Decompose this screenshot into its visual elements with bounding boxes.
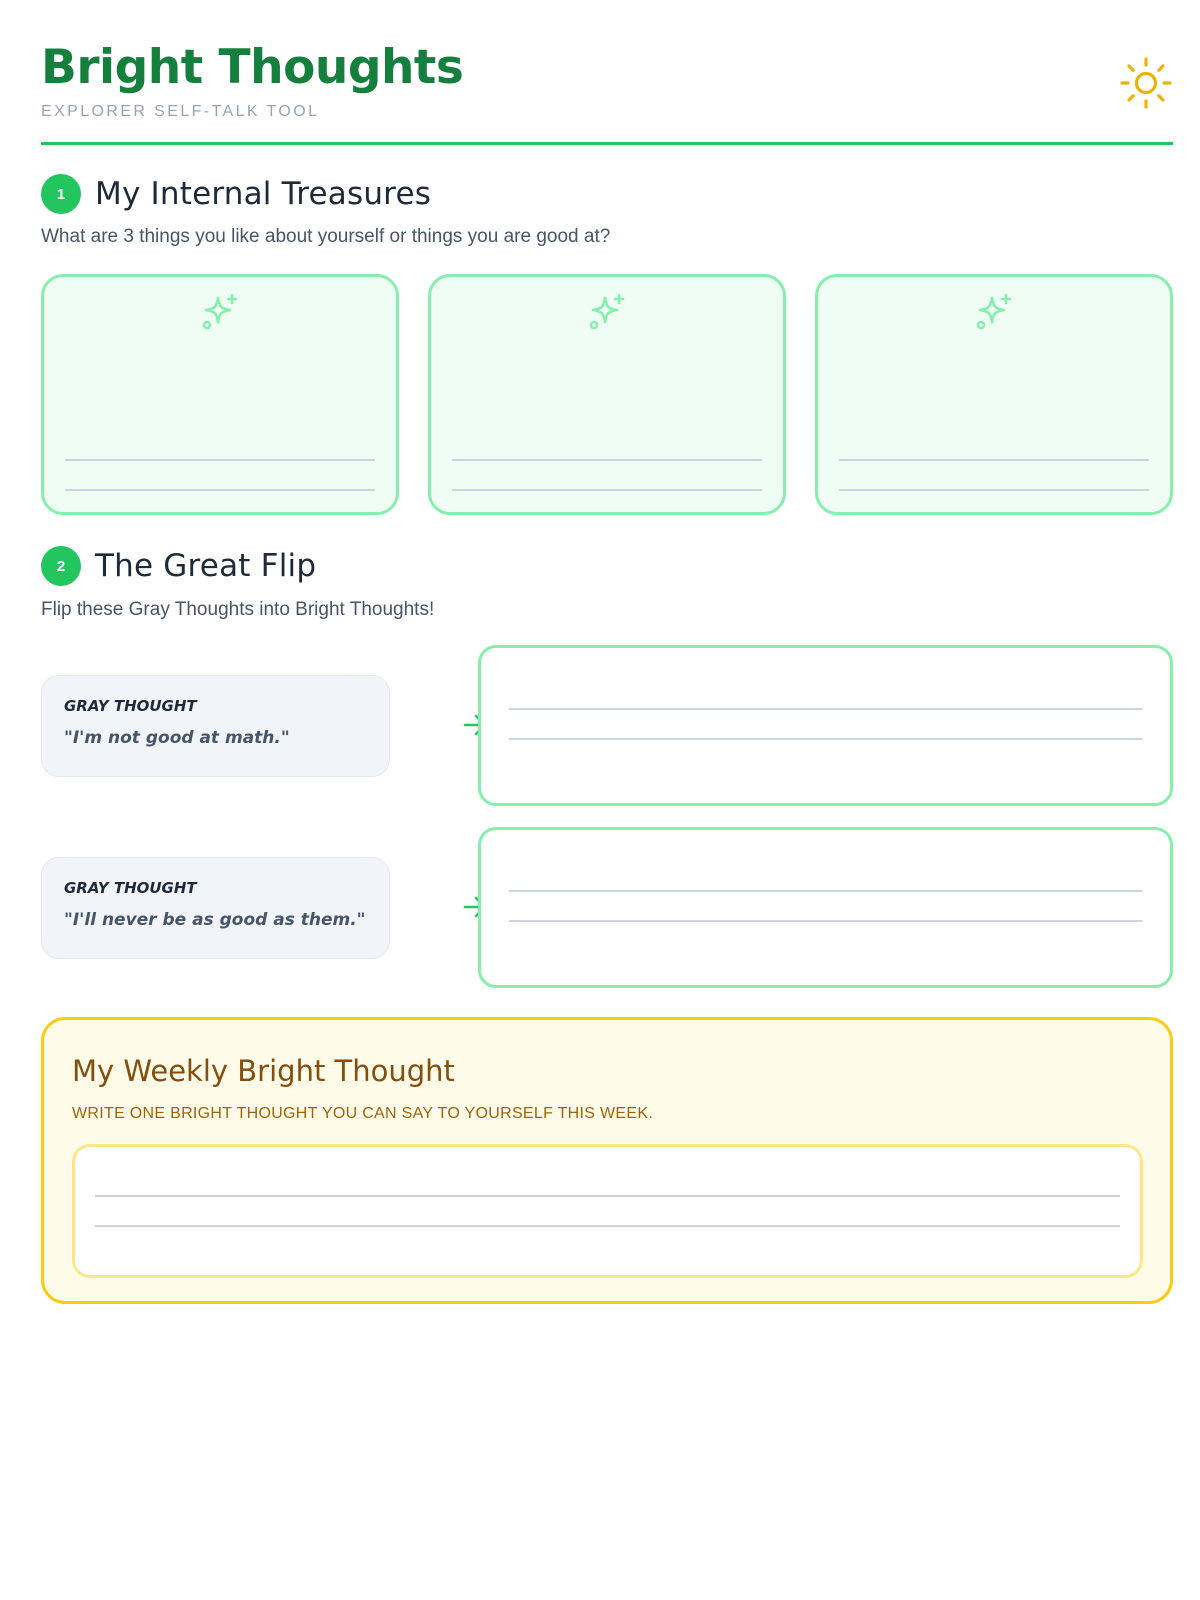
writing-line	[509, 708, 1142, 710]
treasure-cards	[41, 274, 1173, 515]
writing-line	[839, 489, 1149, 491]
writing-line	[452, 459, 762, 461]
writing-line	[65, 489, 375, 491]
worksheet-page	[41, 0, 1173, 1122]
flip-row-2	[41, 827, 1173, 988]
bright-thought-answer-box[interactable]	[478, 827, 1173, 988]
section-great-flip-heading	[41, 546, 316, 586]
gray-thought-label: GRAY THOUGHT	[64, 879, 197, 897]
writing-line	[95, 1225, 1120, 1227]
section-description: Flip these Gray Thoughts into Bright Thoughts!	[41, 599, 435, 620]
gray-thought-quote: "I'm not good at math."	[64, 728, 290, 748]
gray-thought-card	[41, 857, 390, 959]
header	[41, 0, 1173, 145]
writing-line	[65, 459, 375, 461]
writing-line	[95, 1195, 1120, 1197]
sun-icon	[1119, 56, 1173, 110]
sparkle-icon	[973, 291, 1015, 333]
page-subtitle: EXPLORER SELF-TALK TOOL	[41, 103, 320, 120]
flip-row-1	[41, 645, 1173, 806]
gray-thought-card	[41, 675, 390, 777]
section-title: My Internal Treasures	[95, 176, 432, 212]
weekly-title: My Weekly Bright Thought	[72, 1054, 455, 1088]
gray-thought-quote: "I'll never be as good as them."	[64, 910, 366, 930]
writing-line	[509, 890, 1142, 892]
writing-line	[509, 738, 1142, 740]
gray-thought-label: GRAY THOUGHT	[64, 697, 197, 715]
sparkle-icon	[199, 291, 241, 333]
weekly-instruction: WRITE ONE BRIGHT THOUGHT YOU CAN SAY TO YOURSELF THIS WEEK.	[72, 1105, 654, 1122]
treasure-card-1[interactable]	[41, 274, 399, 515]
weekly-bright-thought-panel	[41, 1017, 1173, 1304]
sparkle-icon	[586, 291, 628, 333]
section-title: The Great Flip	[95, 548, 317, 584]
section-number-badge: 2	[41, 546, 81, 586]
writing-line	[509, 920, 1142, 922]
writing-line	[839, 459, 1149, 461]
writing-line	[452, 489, 762, 491]
treasure-card-2[interactable]	[428, 274, 786, 515]
section-number-badge: 1	[41, 174, 81, 214]
section-internal-treasures-heading	[41, 174, 431, 214]
treasure-card-3[interactable]	[815, 274, 1173, 515]
page-title: Bright Thoughts	[41, 40, 464, 95]
section-description: What are 3 things you like about yourself or things you are good at?	[41, 226, 611, 247]
bright-thought-answer-box[interactable]	[478, 645, 1173, 806]
weekly-answer-box[interactable]	[72, 1144, 1143, 1278]
